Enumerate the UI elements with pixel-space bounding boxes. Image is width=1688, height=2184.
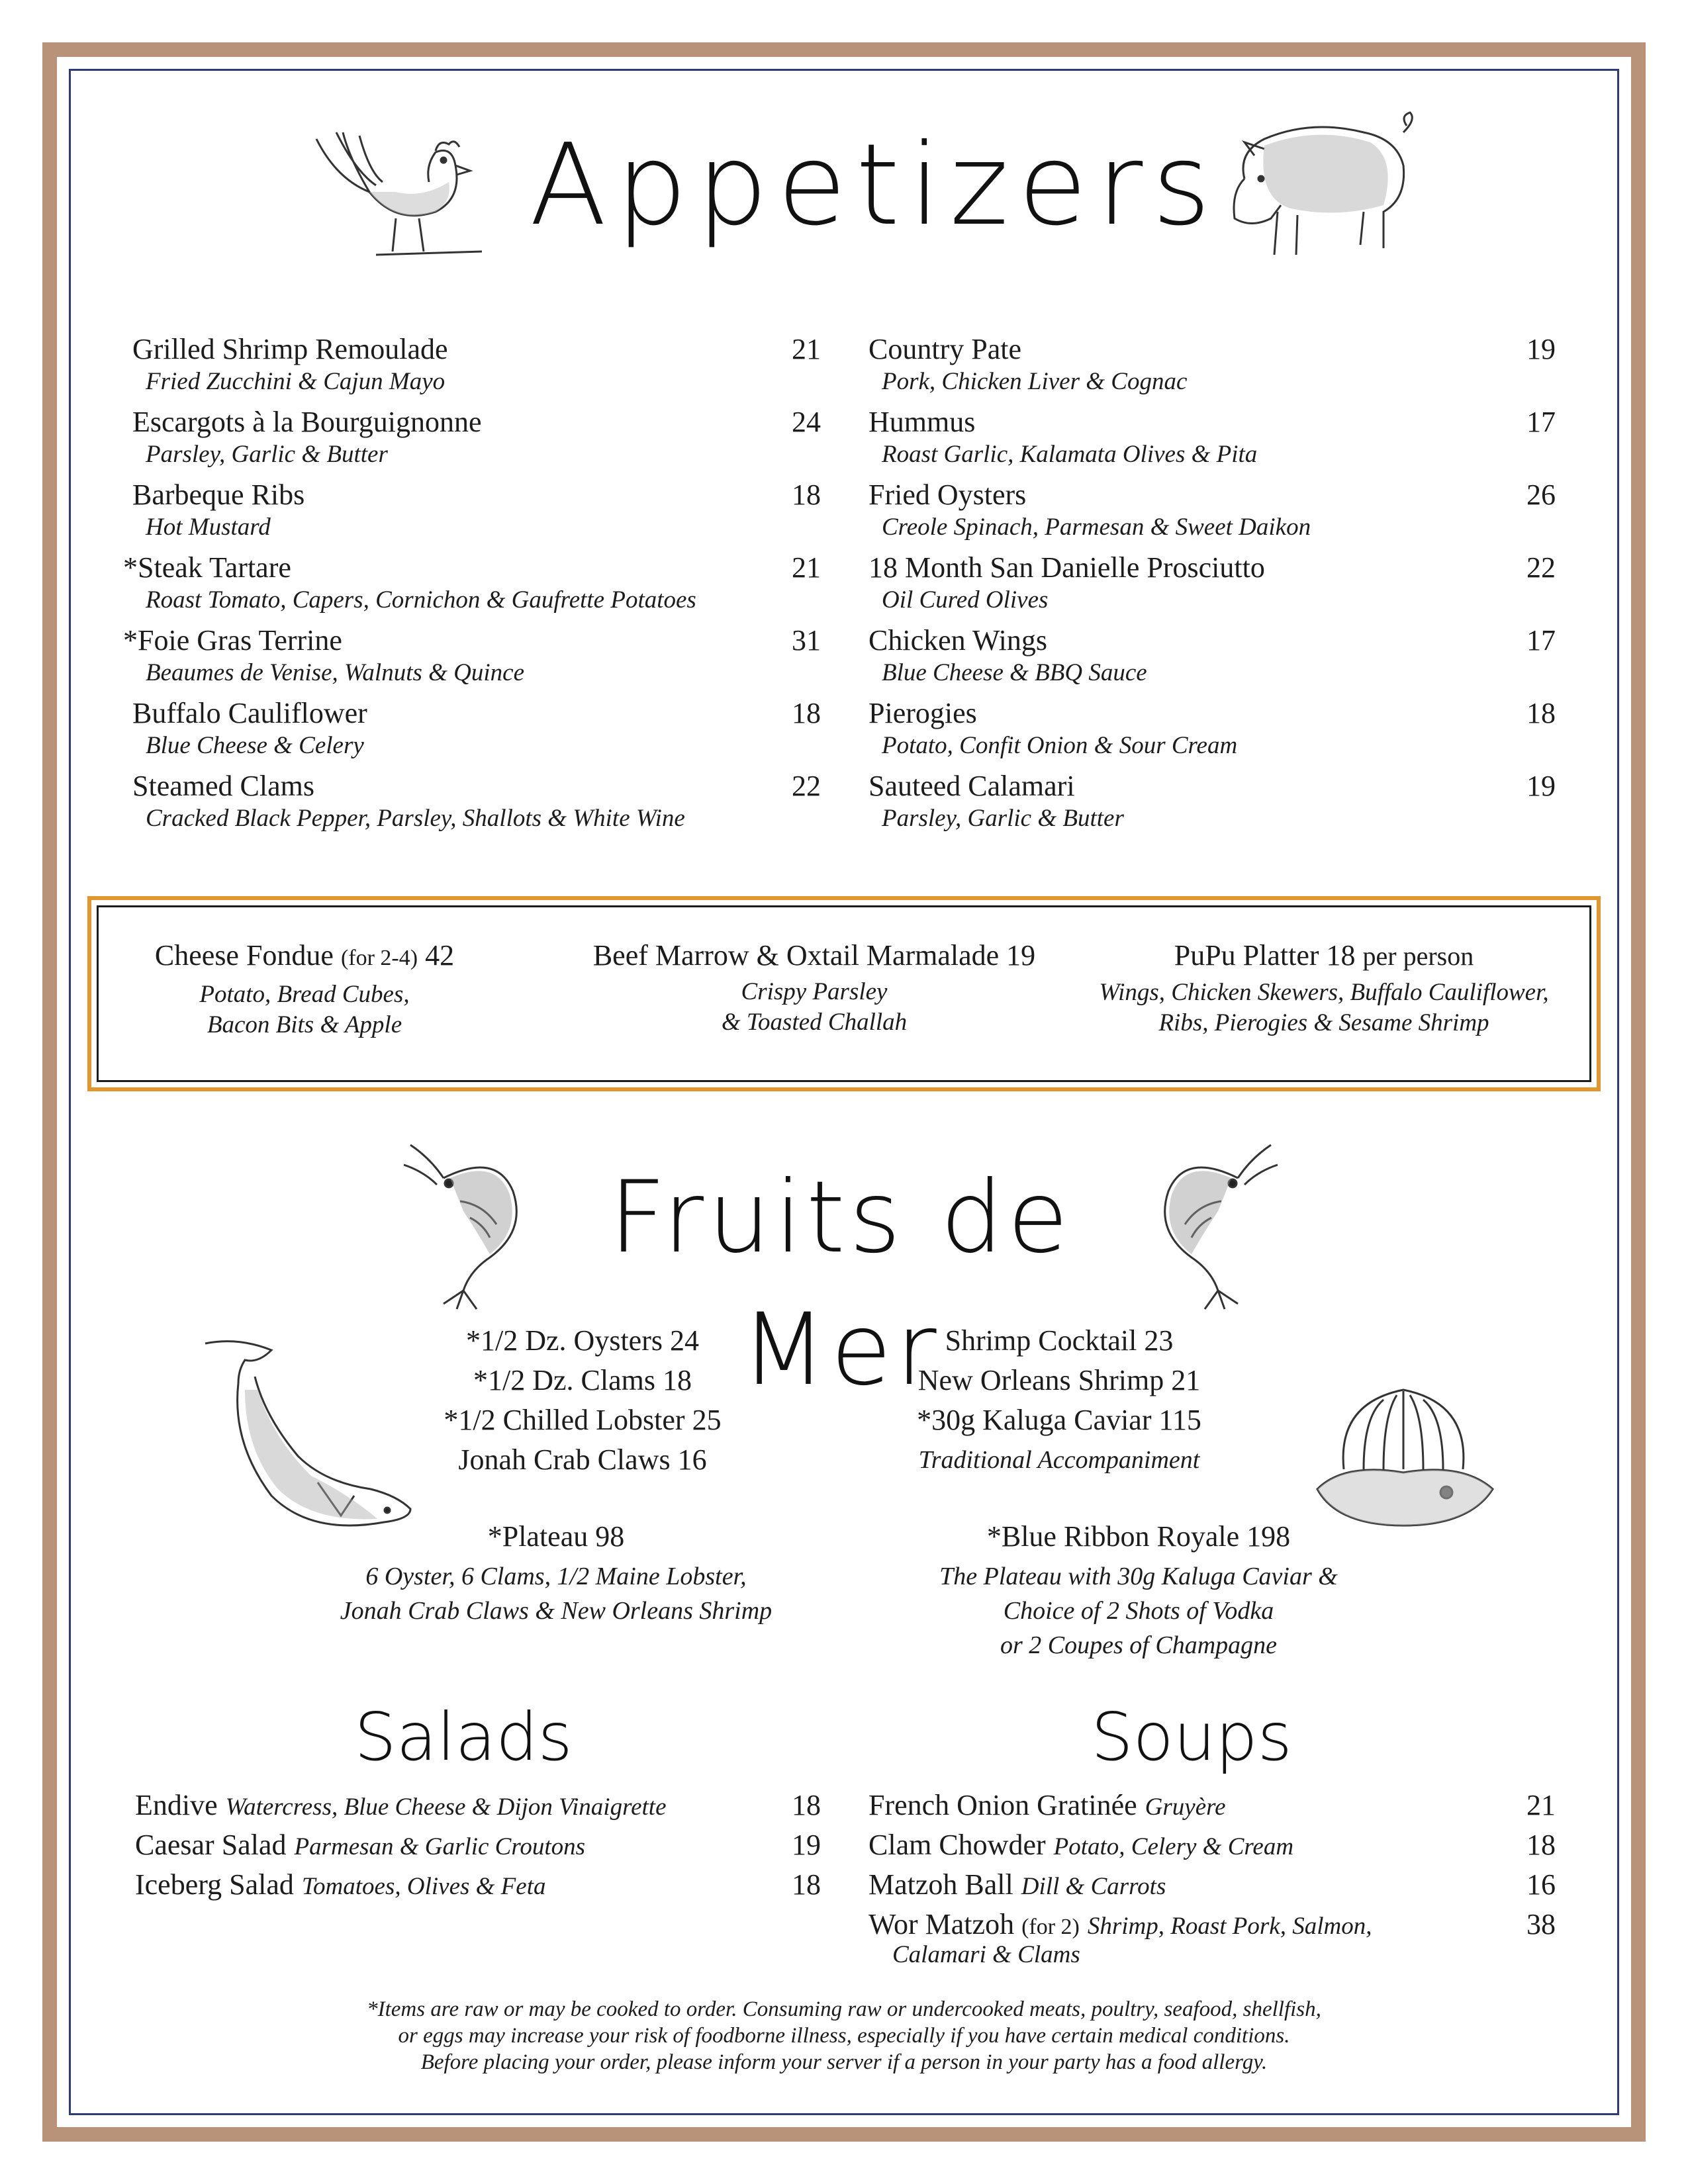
item-price: 19 bbox=[792, 1829, 821, 1861]
item-description: Beaumes de Venise, Walnuts & Quince bbox=[146, 659, 525, 686]
item-name: French Onion Gratinée bbox=[868, 1789, 1137, 1821]
menu-item bbox=[123, 623, 821, 696]
appetizers-left-column bbox=[123, 332, 821, 842]
appetizers-right-column bbox=[868, 332, 1556, 842]
item-price: 24 bbox=[792, 406, 821, 438]
plateau-desc-line: 6 Oyster, 6 Clams, 1/2 Maine Lobster, bbox=[365, 1563, 747, 1590]
menu-item bbox=[132, 405, 821, 478]
item-name: Escargots à la Bourguignonne bbox=[132, 406, 482, 438]
item-name: Sauteed Calamari bbox=[868, 770, 1075, 802]
item-price: 19 bbox=[1526, 770, 1556, 802]
appetizers-heading: Appetizers bbox=[530, 120, 1220, 251]
item-name: Fried Oysters bbox=[868, 478, 1027, 511]
item-description: Calamari & Clams bbox=[892, 1941, 1080, 1968]
special-price: 19 bbox=[1006, 939, 1036, 972]
special-name: Beef Marrow & Oxtail Marmalade bbox=[592, 939, 1000, 972]
special-beef-marrow bbox=[543, 938, 1086, 1038]
item-price: 16 bbox=[1526, 1868, 1556, 1901]
soups-list bbox=[868, 1786, 1556, 1971]
special-name: PuPu Platter bbox=[1174, 939, 1319, 972]
menu-item bbox=[868, 551, 1556, 623]
raw-bar-item: *1/2 Dz. Oysters 24 bbox=[466, 1324, 699, 1357]
item-price: 18 bbox=[1526, 697, 1556, 729]
soup-item bbox=[868, 1786, 1556, 1827]
item-name: Iceberg Salad bbox=[135, 1868, 294, 1901]
footer-line: *Items are raw or may be cooked to order. Consuming raw or undercooked meats, poultry, seafood, shellfish, bbox=[367, 1997, 1321, 2021]
item-description: Parsley, Garlic & Butter bbox=[146, 441, 388, 468]
menu-item bbox=[868, 478, 1556, 551]
raw-bar-note: Traditional Accompaniment bbox=[918, 1446, 1200, 1474]
item-price: 18 bbox=[792, 478, 821, 511]
item-price: 21 bbox=[792, 333, 821, 365]
salad-item bbox=[135, 1825, 821, 1867]
item-price: 18 bbox=[792, 697, 821, 729]
salad-item bbox=[135, 1786, 821, 1827]
raw-bar-item: *1/2 Dz. Clams 18 bbox=[473, 1364, 692, 1396]
footer-line: Before placing your order, please inform your server if a person in your party has a food allergy. bbox=[420, 2050, 1268, 2074]
scallop-shell-illustration bbox=[1304, 1377, 1503, 1535]
item-name: *Foie Gras Terrine bbox=[123, 624, 342, 657]
menu-item bbox=[132, 696, 821, 769]
special-desc-line: Crispy Parsley bbox=[741, 978, 888, 1005]
footer-line: or eggs may increase your risk of foodborne illness, especially if you have certain medical conditions. bbox=[398, 2024, 1290, 2048]
item-name: Barbeque Ribs bbox=[132, 478, 305, 511]
special-cheese-fondue bbox=[119, 938, 490, 1040]
menu-item bbox=[868, 332, 1556, 405]
special-name: Cheese Fondue bbox=[154, 939, 334, 972]
raw-bar-right-list bbox=[874, 1321, 1244, 1480]
pig-illustration bbox=[1218, 106, 1430, 271]
item-name: Caesar Salad bbox=[135, 1829, 287, 1861]
fish-illustration bbox=[199, 1330, 424, 1549]
item-description: Pork, Chicken Liver & Cognac bbox=[882, 368, 1188, 395]
item-name: Grilled Shrimp Remoulade bbox=[132, 333, 448, 365]
raw-bar-item: New Orleans Shrimp 21 bbox=[917, 1364, 1201, 1396]
royale-desc-line: The Plateau with 30g Kaluga Caviar & bbox=[939, 1563, 1338, 1590]
item-description: Gruyère bbox=[1145, 1794, 1226, 1821]
menu-item bbox=[868, 696, 1556, 769]
raw-bar-item: Jonah Crab Claws 16 bbox=[458, 1443, 707, 1476]
item-name: Wor Matzoh bbox=[868, 1908, 1015, 1940]
item-price: 19 bbox=[1526, 333, 1556, 365]
item-description: Roast Tomato, Capers, Cornichon & Gaufrette Potatoes bbox=[146, 586, 696, 614]
menu-item bbox=[132, 478, 821, 551]
item-description: Parmesan & Garlic Croutons bbox=[294, 1833, 586, 1860]
item-name: 18 Month San Danielle Prosciutto bbox=[868, 551, 1265, 584]
menu-item bbox=[123, 551, 821, 623]
item-price: 17 bbox=[1526, 624, 1556, 657]
item-description: Potato, Confit Onion & Sour Cream bbox=[882, 732, 1238, 759]
shrimp-illustration-right bbox=[1139, 1138, 1284, 1310]
allergy-footer bbox=[132, 1996, 1556, 2075]
item-price: 22 bbox=[792, 770, 821, 802]
menu-item bbox=[132, 769, 821, 842]
soup-item bbox=[868, 1865, 1556, 1907]
item-name: Hummus bbox=[868, 406, 976, 438]
item-name: Steamed Clams bbox=[132, 770, 314, 802]
item-description: Shrimp, Roast Pork, Salmon, bbox=[1087, 1913, 1372, 1940]
item-description: Cracked Black Pepper, Parsley, Shallots & White Wine bbox=[146, 805, 685, 832]
item-price: 21 bbox=[792, 551, 821, 584]
rooster-illustration bbox=[297, 119, 495, 265]
royale-desc-line: Choice of 2 Shots of Vodka bbox=[1003, 1597, 1274, 1625]
fruits-de-mer-heading: Fruits de Mer bbox=[609, 1160, 1072, 1408]
item-description: Parsley, Garlic & Butter bbox=[882, 805, 1124, 832]
item-name: Country Pate bbox=[868, 333, 1021, 365]
item-price: 18 bbox=[792, 1868, 821, 1901]
item-price: 21 bbox=[1526, 1789, 1556, 1821]
item-name: Chicken Wings bbox=[868, 624, 1047, 657]
shrimp-illustration-left bbox=[397, 1138, 543, 1310]
special-desc-line: Wings, Chicken Skewers, Buffalo Cauliflower, bbox=[1099, 979, 1549, 1006]
salads-list bbox=[135, 1786, 821, 1905]
soups-heading: Soups bbox=[1091, 1698, 1292, 1776]
salad-item bbox=[135, 1865, 821, 1907]
item-description: Dill & Carrots bbox=[1021, 1873, 1166, 1900]
soup-item bbox=[868, 1825, 1556, 1867]
item-note: (for 2) bbox=[1021, 1915, 1080, 1939]
item-name: Clam Chowder bbox=[868, 1829, 1046, 1861]
raw-bar-item: Shrimp Cocktail 23 bbox=[945, 1324, 1174, 1357]
blue-ribbon-royale bbox=[874, 1517, 1403, 1662]
special-note: (for 2-4) bbox=[340, 946, 418, 970]
item-price: 18 bbox=[792, 1789, 821, 1821]
salads-heading: Salads bbox=[354, 1698, 573, 1776]
item-price: 17 bbox=[1526, 406, 1556, 438]
special-desc-line: Potato, Bread Cubes, bbox=[199, 981, 410, 1008]
item-name: *Steak Tartare bbox=[123, 551, 291, 584]
special-desc-line: & Toasted Challah bbox=[721, 1009, 908, 1036]
special-price: 42 bbox=[425, 939, 455, 972]
menu-item bbox=[868, 405, 1556, 478]
special-desc-line: Ribs, Pierogies & Sesame Shrimp bbox=[1158, 1009, 1489, 1036]
item-name: Matzoh Ball bbox=[868, 1868, 1013, 1901]
item-price: 31 bbox=[792, 624, 821, 657]
item-price: 26 bbox=[1526, 478, 1556, 511]
item-price: 18 bbox=[1526, 1829, 1556, 1861]
menu-item bbox=[868, 623, 1556, 696]
raw-bar-item: *1/2 Chilled Lobster 25 bbox=[444, 1404, 722, 1436]
plateau-desc-line: Jonah Crab Claws & New Orleans Shrimp bbox=[340, 1597, 773, 1625]
item-description: Potato, Celery & Cream bbox=[1053, 1833, 1294, 1860]
special-desc-line: Bacon Bits & Apple bbox=[207, 1011, 402, 1038]
item-description: Creole Spinach, Parmesan & Sweet Daikon bbox=[882, 514, 1311, 541]
raw-bar-item: *30g Kaluga Caviar 115 bbox=[917, 1404, 1201, 1436]
item-description: Watercress, Blue Cheese & Dijon Vinaigrette bbox=[225, 1794, 667, 1821]
special-price: 18 bbox=[1326, 939, 1356, 972]
item-price: 22 bbox=[1526, 551, 1556, 584]
royale-desc-line: or 2 Coupes of Champagne bbox=[1000, 1631, 1277, 1659]
item-description: Blue Cheese & Celery bbox=[146, 732, 364, 759]
special-pupu-platter bbox=[1059, 938, 1589, 1038]
plateau-title: *Plateau 98 bbox=[487, 1520, 625, 1553]
menu-item bbox=[868, 769, 1556, 842]
item-description: Tomatoes, Olives & Feta bbox=[301, 1873, 546, 1900]
item-description: Oil Cured Olives bbox=[882, 586, 1049, 614]
item-price: 38 bbox=[1526, 1908, 1556, 1940]
item-name: Buffalo Cauliflower bbox=[132, 697, 367, 729]
item-description: Hot Mustard bbox=[146, 514, 271, 541]
item-name: Endive bbox=[135, 1789, 218, 1821]
soup-item-continued bbox=[892, 1939, 1080, 1971]
plateau bbox=[291, 1517, 821, 1628]
item-description: Fried Zucchini & Cajun Mayo bbox=[146, 368, 445, 395]
menu-item bbox=[132, 332, 821, 405]
special-suffix: per person bbox=[1362, 941, 1474, 971]
item-description: Roast Garlic, Kalamata Olives & Pita bbox=[882, 441, 1258, 468]
royale-title: *Blue Ribbon Royale 198 bbox=[986, 1520, 1291, 1553]
item-name: Pierogies bbox=[868, 697, 977, 729]
raw-bar-left-list bbox=[424, 1321, 741, 1480]
item-description: Blue Cheese & BBQ Sauce bbox=[882, 659, 1147, 686]
